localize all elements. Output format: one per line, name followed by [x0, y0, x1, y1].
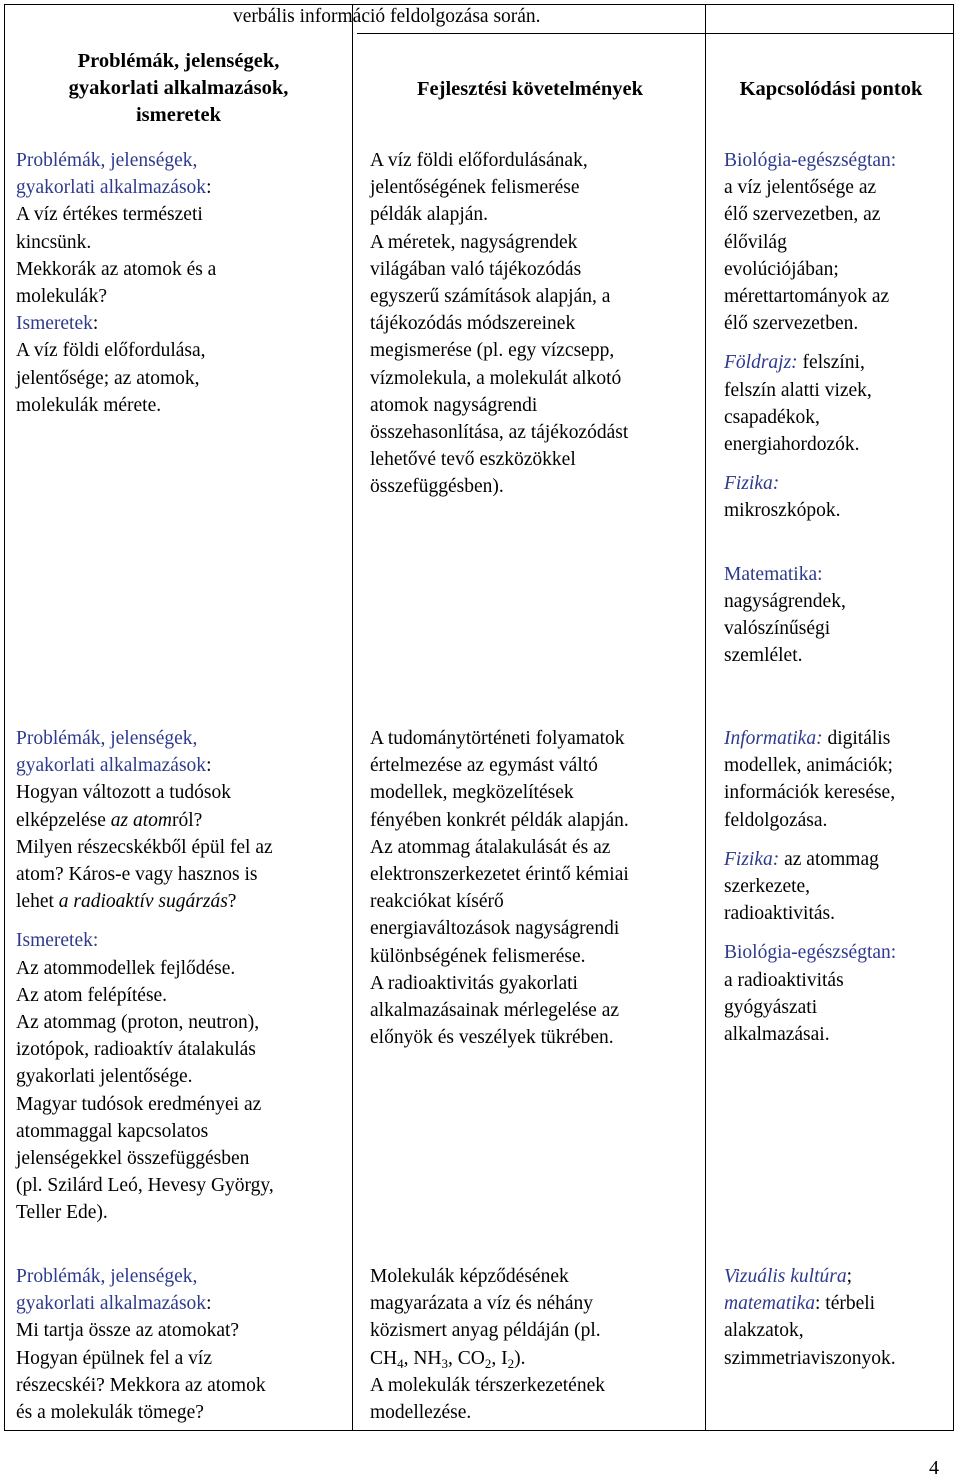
- block2-left: Problémák, jelenségek, gyakorlati alkalmazások: Hogyan változott a tudósok elképzelése az atomról? Milyen részecskékből épül fel az atom? Káros-e vagy hasznos is lehet a radioaktív sugárzás? Ismeretek: Az atommodellek fejlődése. Az atom felépítése. Az atommag (proton, neutron), izotópok, radioaktív átalakulás gyakorlati jelentősége. Magyar tudósok eredményei az atommaggal kapcsolatos jelenségekkel összefüggésben (pl. Szilárd Leó, Hevesy György, Teller Ede).: [16, 728, 274, 1224]
- block1-left: Problémák, jelenségek, gyakorlati alkalmazások: A víz értékes természeti kincsünk. Mekkorák az atomok és a molekulák? Ismeretek: A víz földi előfordulása, jelentősége; az atomok, molekulák mérete.: [16, 150, 217, 416]
- block2-right: Informatika: digitális modellek, animációk; információk keresése, feldolgozása. Fizika: az atommag szerkezete, radioaktivitás. Biológia-egészségtan: a radioaktivitás gyógyászati alkalmazásai.: [724, 728, 897, 1046]
- block1-middle: A víz földi előfordulásának, jelentőségének felismerése példák alapján. A méretek, nagyságrendek világában való tájékozódás egyszerű számítások alapján, a tájékozódás módszereinek megismerése (pl. egy vízcsepp, vízmolekula, a molekulát alkotó atomok nagyságrendi összehasonlítása, az tájékozódást lehetővé tevő eszközökkel összefüggésben).: [370, 150, 629, 498]
- page-number: 4: [929, 1457, 939, 1479]
- block3-left: Problémák, jelenségek, gyakorlati alkalmazások: Mi tartja össze az atomokat? Hogyan épülnek fel a víz részecskéi? Mekkora az atomok és a molekulák tömege?: [16, 1266, 266, 1424]
- header-col2: Fejlesztési követelmények: [417, 78, 643, 100]
- column-divider-2: [705, 5, 706, 1430]
- formula-line: $CH_4$, $NH_3$, $CO_2$, $I_2$).: [370, 1347, 526, 1371]
- column-divider-1: [352, 5, 353, 1430]
- block3-right: Vizuális kultúra; matematika: térbeli alakzatok, szimmetriaviszonyok.: [724, 1266, 896, 1369]
- block2-middle: A tudománytörténeti folyamatok értelmezése az egymást váltó modellek, megközelítések fényében konkrét példák alapján. Az atommag átalakulását és az elektronszerkezetet érintő kémiai reakciókat kísérő energiaváltozások nagyságrendi különbségének felismerése. A radioaktivitás gyakorlati alkalmazásainak mérlegelése az előnyök és veszélyek tükrében.: [370, 728, 629, 1049]
- continuation-text: verbális információ feldolgozása során.: [233, 6, 541, 27]
- block3-middle: Molekulák képződésének magyarázata a víz és néhány közismert anyag példáján (pl. $CH_4$, $NH_3$, $CO_2$, $I_2$). A molekulák térszerkezetének modellezése.: [370, 1263, 700, 1426]
- header-col1: Problémák, jelenségek, gyakorlati alkalmazások, ismeretek: [68, 50, 289, 126]
- header-top-rule: [357, 33, 953, 34]
- header-col3: Kapcsolódási pontok: [739, 78, 923, 100]
- block1-right: Biológia-egészségtan: a víz jelentősége az élő szervezetben, az élővilág evolúciójában; mérettartományok az élő szervezetben. Földrajz: felszíni, felszín alatti vizek, csapadékok, energiahordozók. Fizika: mikroszkópok. Matematika: nagyságrendek, valószínűségi szemlélet.: [724, 150, 897, 667]
